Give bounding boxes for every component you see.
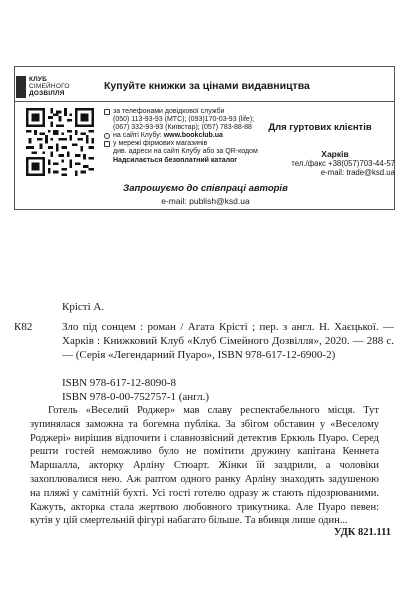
contact-stores: у мережі фірмових магазинів: [104, 140, 274, 148]
contact-phone-2: (067) 332-93-93 (Київстар); (057) 783-88-88: [113, 124, 252, 132]
author-name: Крісті А.: [62, 301, 105, 313]
catalog-note: Надсилається безоплатний каталог: [113, 156, 238, 164]
promo-divider: [14, 101, 395, 102]
udk-code: УДК 821.111: [333, 527, 391, 538]
book-description: Зло під сонцем : роман / Агата Крісті ; пер. з англ. Н. Хаєцької. — Харків : Книжковий Клуб «Клуб Сімейного Дозвілля», 2020. — 288 с. — (Серія «Легендарний Пуаро», ISBN 978-617-12-6900-2): [62, 321, 394, 361]
wholesale-contacts: [275, 150, 395, 177]
contact-phone-1: (050) 113-93-93 (МТС); (093)170-03-93 (life);: [113, 116, 255, 124]
publish-email[interactable]: e-mail: publish@ksd.ua: [161, 196, 250, 206]
isbn-eng: ISBN 978-0-00-752757-1 (англ.): [62, 391, 210, 403]
store-icon: [104, 141, 110, 147]
tel-fax: тел./факс +38(057)703-44-57: [291, 159, 395, 168]
trade-email[interactable]: e-mail: trade@ksd.ua: [320, 168, 395, 177]
contacts-list: [104, 108, 274, 165]
author-index: К82: [14, 321, 33, 333]
isbn-ukr: ISBN 978-617-12-8090-8: [62, 377, 176, 389]
contact-phone-label: за телефонами довідкової служби: [104, 108, 274, 116]
phone-icon: [104, 109, 110, 115]
club-logo-icon: [16, 76, 26, 98]
club-logo-text: КЛУБ СІМЕЙНОГО ДОЗВІЛЛЯ: [29, 76, 70, 97]
authors-invite: Запрошуємо до співпраці авторів: [123, 183, 288, 194]
promo-headline: Купуйте книжки за цінами видавництва: [104, 80, 310, 92]
website-link[interactable]: www.bookclub.ua: [163, 132, 223, 140]
city-name: Харків: [321, 149, 349, 159]
contact-website: на сайті Клубу: www.bookclub.ua: [104, 132, 274, 140]
contact-stores-note: див. адреси на сайті Клубу або за QR-кодом: [113, 148, 258, 156]
web-icon: [104, 133, 110, 139]
book-annotation: Готель «Веселий Роджер» мав славу респектабельного місця. Тут зупинялася заможна та богемна публіка. За збігом обставин у «Веселому Роджері» вирішив відпочити і славнозвісний детектив Еркюль Пуаро. Серед решти гостей неможливо було не помітити дружину капітана Кеннета Маршалла, акторку Арліну Стюарт. Жінки їй заздрили, а чоловіки захоплювалися нею. Аж раптом одного ранку Арліну знаходять задушеною на пляжі у самітній бухті. Усі гості готелю одразу ж стають підозрюваними. Кажуть, акторка стала жертвою любовного трикутника. Але Пуаро певен: кутів у цій смертельній фігурі набагато більше. Та вбивця лише один...: [30, 405, 379, 527]
qr-code-icon: [26, 108, 94, 176]
wholesale-title: Для гуртових клієнтів: [268, 122, 372, 133]
